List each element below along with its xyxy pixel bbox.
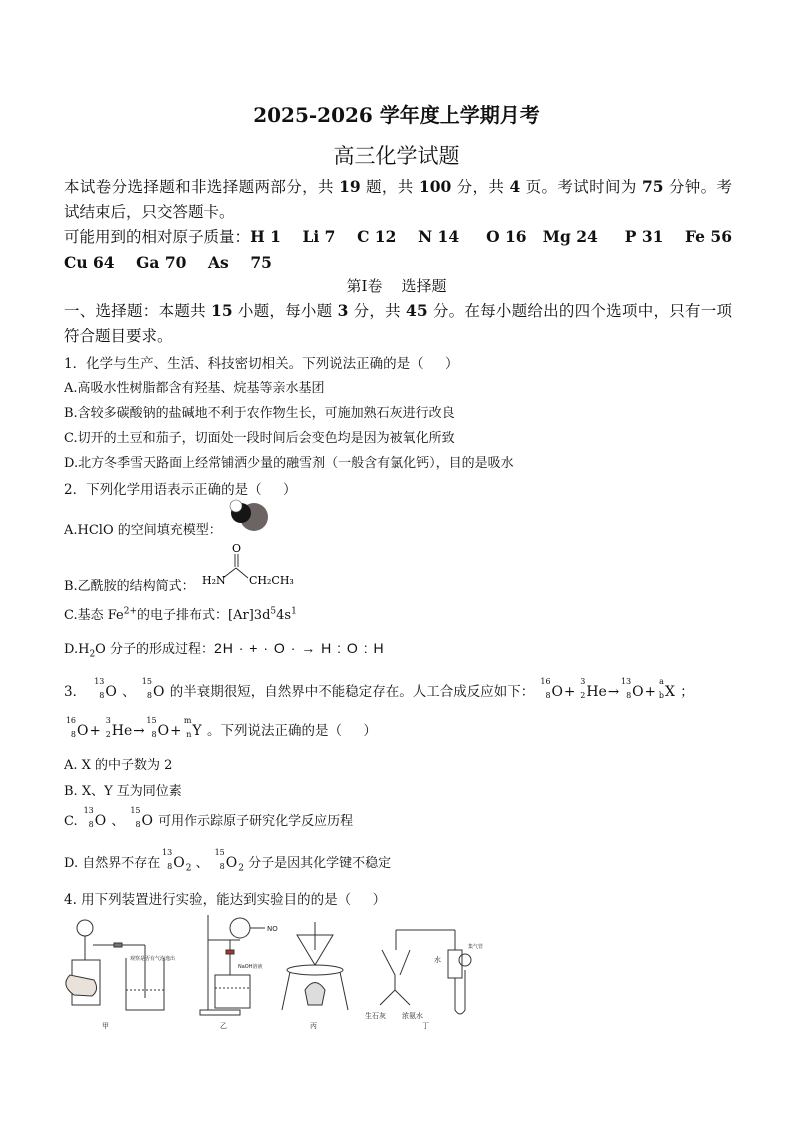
c-text: 可用作示踪原子研究化学反应历程 <box>158 814 354 829</box>
exam-minutes: 75 <box>642 177 664 196</box>
d-sub: 2 <box>89 649 96 660</box>
exam-instructions <box>64 174 732 225</box>
q3-option-d: D. 自然界不存在 13 8 $O_2$ 、 15 8 $O_2$ 分子是因其化学键不稳定 <box>64 848 392 874</box>
instr-text: 分钟。考试结束后，只交答题卡。 <box>64 178 732 221</box>
h-atom <box>230 500 242 512</box>
q3-option-c: C. 13 8 O 、 15 8 O 可用作示踪原子研究化学反应历程 <box>64 806 354 829</box>
label-bing: 丙 <box>310 1022 317 1030</box>
label-yi: 乙 <box>220 1022 227 1030</box>
sec-total: 45 <box>406 301 428 320</box>
q3-stem-line2: 16 8 O+ 3 2 He→ 15 8 O+ m n Y 。下列说法正确的是（ ） <box>65 716 377 739</box>
iso-o15: 15 8 O <box>141 677 165 700</box>
q3-stem-line1: 3． 13 8 O 、 15 8 O 的半衰期很短，自然界中不能稳定存在。人工合成反应如下： 16 8 O+ 3 2 He→ 13 8 O+ a b X ； <box>64 677 694 700</box>
iso-o13-d: 13 8 O <box>162 848 185 871</box>
sec-text: 一、选择题：本题共 <box>64 302 212 320</box>
iso-o13-c: 13 8 O <box>83 806 107 829</box>
c-charge: 2+ <box>123 606 138 617</box>
label-no: NO <box>267 925 278 933</box>
d-text: D. 自然界不存在 <box>64 856 161 871</box>
struct-o: O <box>232 542 242 555</box>
q1-stem: 1．化学与生产、生活、科技密切相关。下列说法正确的是（ ） <box>64 356 459 372</box>
c-s-count: 1 <box>291 606 297 617</box>
d-text: 分子是因其化学键不稳定 <box>248 856 392 871</box>
label-water: 水 <box>434 956 441 964</box>
masses-label: 可能用到的相对原子质量： <box>64 228 251 246</box>
q3-sep: 、 <box>122 684 136 700</box>
iso-o13-product: 13 8 O <box>620 677 644 700</box>
q3-num: 3． <box>64 684 87 700</box>
sec-text: 分，共 <box>348 302 407 320</box>
atomic-masses <box>64 224 754 276</box>
q3-option-b: B. X、Y 互为同位素 <box>64 784 182 799</box>
struct-h2n: H₂N <box>202 574 226 587</box>
iso-o15-c: 15 8 O <box>130 806 154 829</box>
question-count: 19 <box>339 177 361 196</box>
exam-subtitle: 高三化学试题 <box>333 144 460 168</box>
q1-option-c: C.切开的土豆和茄子，切面处一段时间后会变色均是因为被氧化所致 <box>64 431 455 446</box>
d-text: D.H <box>64 642 90 657</box>
instr-text: 本试卷分选择题和非选择题两部分，共 <box>64 178 340 196</box>
page-count: 4 <box>509 177 521 196</box>
q1-option-b: B.含较多碳酸钠的盐碱地不利于农作物生长，可施加熟石灰进行改良 <box>64 406 455 421</box>
q1-option-a: A.高吸水性树脂都含有羟基、烷基等亲水基团 <box>64 381 325 396</box>
section-description <box>64 298 732 349</box>
instr-text: 题，共 <box>360 178 419 196</box>
label-naoh: NaOH溶液 <box>238 964 263 970</box>
apparatus-bing <box>282 922 348 1010</box>
c-text: 的电子排布式：[Ar]3d <box>137 608 271 623</box>
d-text: O 分子的形成过程： <box>95 642 214 657</box>
total-score: 100 <box>418 177 452 196</box>
q3-text: 的半衰期很短，自然界中不能稳定存在。人工合成反应如下： <box>169 684 535 700</box>
masses-values: H 1 Li 7 C 12 N 14 O 16 Mg 24 P 31 Fe 56 Cu 64 Ga 70 As 75 <box>64 227 754 272</box>
hclo-space-filling-model <box>224 498 270 534</box>
q2-option-c <box>64 604 297 623</box>
label-lime: 生石灰 <box>365 1012 386 1020</box>
iso-y: m n Y <box>183 716 202 739</box>
iso-o16-b: 16 8 O <box>65 716 89 739</box>
exam-title: 2025-2026 学年度上学期月考 <box>253 103 540 127</box>
q2-option-b: B.乙酰胺的结构简式： <box>64 579 195 594</box>
iso-he3-b: 3 2 He <box>105 716 133 739</box>
q2-stem: 2．下列化学用语表示正确的是（ ） <box>64 482 297 498</box>
c-d-count: 5 <box>270 606 277 617</box>
apparatus-jia <box>66 920 164 1010</box>
q4-apparatus-figure <box>60 910 484 1035</box>
iso-o13: 13 8 O <box>94 677 117 700</box>
section-title: 第Ⅰ卷 选择题 <box>346 277 447 295</box>
iso-he3: 3 2 He <box>580 677 607 700</box>
label-ammonia: 浓氨水 <box>402 1012 423 1020</box>
label-jia: 甲 <box>102 1022 109 1030</box>
sec-n: 15 <box>211 301 233 320</box>
c-text: C.基态 Fe <box>64 608 124 623</box>
label-ding: 丁 <box>422 1022 429 1030</box>
label-observe: 观察是否有气泡逸出 <box>130 956 176 962</box>
q2-option-d <box>64 638 385 660</box>
q3-sep: ； <box>680 684 694 700</box>
instr-text: 页。考试时间为 <box>520 178 642 196</box>
q3-text: 。下列说法正确的是（ ） <box>206 723 377 739</box>
iso-o15-d: 15 8 O <box>214 848 238 871</box>
c-s-orbital: 4s <box>276 608 292 623</box>
sec-text: 分。在每小题给出的四个选项中，只有一项符合题目要求。 <box>64 302 733 345</box>
acetamide-structure <box>198 540 302 590</box>
lewis-equation: 2H · + · O · → H : O : H <box>213 640 385 656</box>
apparatus-ding <box>380 930 471 1014</box>
iso-o15-product: 15 8 O <box>146 716 170 739</box>
instr-text: 分，共 <box>451 178 510 196</box>
q2-option-a: A.HClO 的空间填充模型： <box>64 523 222 538</box>
iso-x: a b X <box>658 677 675 700</box>
q3-option-a: A. X 的中子数为 2 <box>64 758 173 773</box>
q4-stem: 4. 用下列装置进行实验，能达到实验目的的是（ ） <box>64 892 387 908</box>
struct-ch2ch3: CH₂CH₃ <box>249 574 294 587</box>
sec-text: 小题，每小题 <box>232 302 338 320</box>
iso-o16: 16 8 O <box>540 677 564 700</box>
label-tube: 集气管 <box>468 944 484 950</box>
q1-option-d: D.北方冬季雪天路面上经常铺洒少量的融雪剂（一般含有氯化钙），目的是吸水 <box>64 456 514 471</box>
sec-each: 3 <box>337 301 349 320</box>
